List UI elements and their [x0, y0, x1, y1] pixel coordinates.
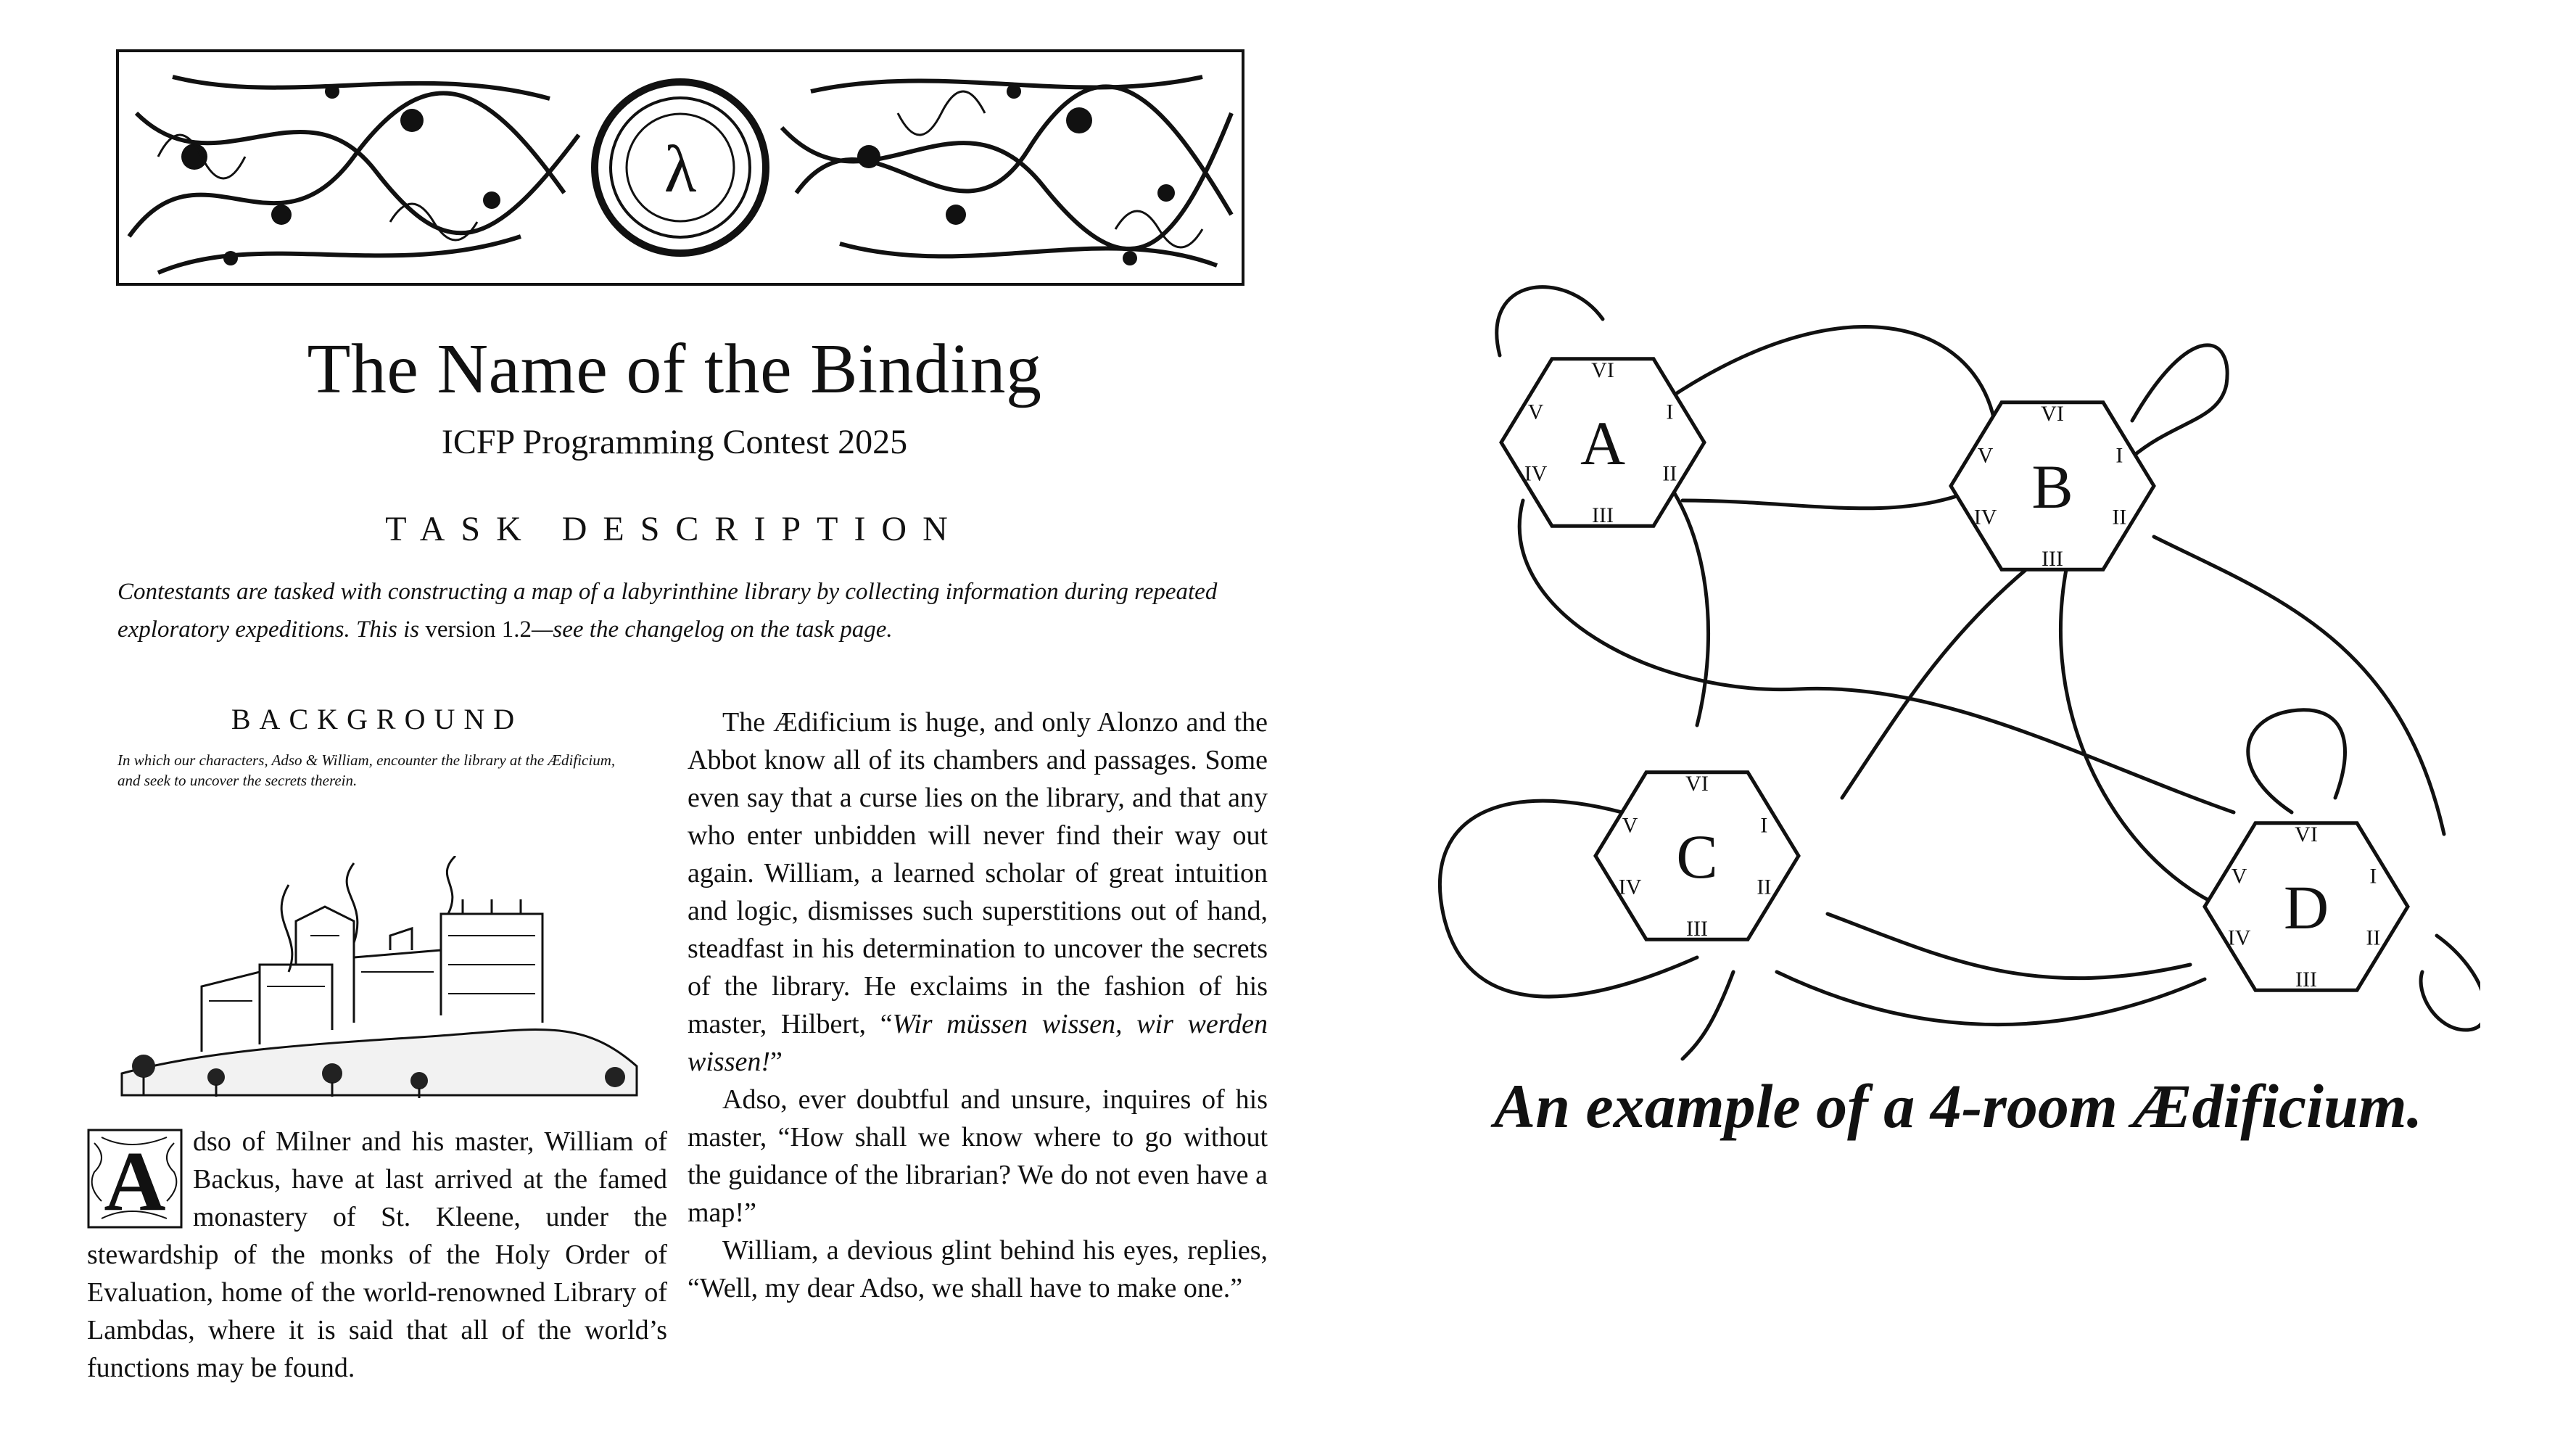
- paragraph-aedificium-text: The Ædificium is huge, and only Alonzo and the Abbot know all of its chambers and passages. Some even say that a curse lies on the library, and that any who enter unbidden will never find their way out again. William, a learned scholar of great intuition and logic, dismisses such superstitions out of hand, steadfast in his determination to uncover the secrets of the library. He exclaims in the fashion of his master, Hilbert, “: [688, 707, 1268, 1039]
- room-label: C: [1676, 822, 1718, 891]
- room-d: [2205, 822, 2408, 991]
- door-label: III: [2295, 968, 2317, 991]
- door-label: VI: [1591, 358, 1614, 382]
- door-label: III: [1686, 917, 1708, 941]
- door-label: II: [2366, 925, 2381, 950]
- edge-c-d: [1777, 972, 2205, 1025]
- edge-a-b-lower: [1683, 493, 1965, 508]
- door-label: I: [1760, 813, 1768, 838]
- door-label: V: [1527, 400, 1544, 424]
- document-subtitle: ICFP Programming Contest 2025: [441, 423, 908, 461]
- abstract-version: version 1.2: [425, 617, 532, 643]
- room-b: [1951, 402, 2154, 571]
- edge-b-d: [2154, 537, 2444, 834]
- edge-a-b: [1668, 327, 1994, 421]
- edge-a-loop: [1497, 287, 1603, 355]
- door-label: III: [2042, 547, 2063, 571]
- edge-d-loop-right: [2421, 936, 2480, 1030]
- hilbert-quote: Wir müssen wissen, wir werden wissen!: [688, 1009, 1268, 1077]
- door-label: II: [2112, 505, 2127, 529]
- paragraph-aedificium: [688, 704, 1268, 1081]
- figure-caption: An example of a 4-room Ædificium.: [1493, 1071, 2423, 1141]
- abstract-text: Contestants are tasked with constructing a map of a labyrinthine library by collecting information during repeated exploratory expeditions. This is: [117, 579, 1218, 643]
- edge-d-loop-top: [2248, 710, 2345, 812]
- paragraph-william: William, a devious glint behind his eyes, replies, “Well, my dear Adso, we shall have to make one.”: [688, 1235, 1268, 1303]
- door-label: V: [1977, 443, 1994, 468]
- room-c: [1595, 772, 1799, 941]
- edge-b-c: [1842, 566, 2031, 798]
- room-label: B: [2031, 452, 2073, 521]
- ornamental-banner: [115, 48, 1246, 287]
- quote-close: ”: [770, 1047, 783, 1077]
- door-label: II: [1756, 875, 1772, 899]
- background-paragraph: dso of Milner and his master, William of Backus, have at last arrived at the famed monastery of St. Kleene, under the stewardship of the monks of the Holy Order of Evaluation, home of the world-renowned Library of Lambdas, where it is said that all of the world’s functions may be found.: [87, 1126, 667, 1383]
- edge-c-d-upper: [1828, 914, 2190, 978]
- drop-cap-letter: A: [104, 1134, 166, 1229]
- edge-b-loop: [2132, 345, 2227, 457]
- background-summary: In which our characters, Adso & William, encounter the library at the Ædificium, and seek to uncover the secrets therein.: [117, 751, 616, 789]
- door-label: V: [2231, 864, 2247, 888]
- document-title: The Name of the Binding: [307, 330, 1042, 408]
- room-label: D: [2283, 873, 2329, 942]
- lambda-emblem: λ: [664, 132, 697, 206]
- door-label: III: [1592, 503, 1614, 527]
- room-label: A: [1580, 408, 1626, 478]
- edge-a-d: [1519, 500, 2234, 812]
- abstract-changelog-note: —see the changelog on the task page.: [532, 617, 893, 643]
- monastery-illustration: [115, 856, 651, 1102]
- task-description-heading: TASK DESCRIPTION: [385, 510, 964, 548]
- door-label: V: [1622, 813, 1638, 838]
- door-label: VI: [2041, 402, 2064, 426]
- abstract: [117, 573, 1249, 648]
- background-left-column: [87, 1123, 667, 1387]
- door-label: IV: [1618, 875, 1642, 899]
- door-label: VI: [2295, 822, 2318, 846]
- door-label: I: [2369, 864, 2377, 888]
- drop-cap: [87, 1129, 183, 1229]
- paragraph-adso: Adso, ever doubtful and unsure, inquires of his master, “How shall we know where to go without the guidance of the librarian? We do not even have a map!”: [688, 1084, 1268, 1228]
- door-label: VI: [1685, 772, 1709, 796]
- background-right-column: [688, 704, 1268, 1307]
- door-label: I: [1666, 400, 1674, 424]
- background-heading: BACKGROUND: [231, 703, 524, 735]
- aedificium-diagram: [1436, 261, 2480, 1095]
- room-a: [1501, 358, 1704, 527]
- door-label: II: [1662, 461, 1677, 486]
- door-label: I: [2115, 443, 2123, 468]
- door-label: IV: [1973, 505, 1997, 529]
- door-label: IV: [1524, 461, 1548, 486]
- door-label: IV: [2227, 925, 2251, 950]
- edge-c-lower: [1683, 972, 1733, 1059]
